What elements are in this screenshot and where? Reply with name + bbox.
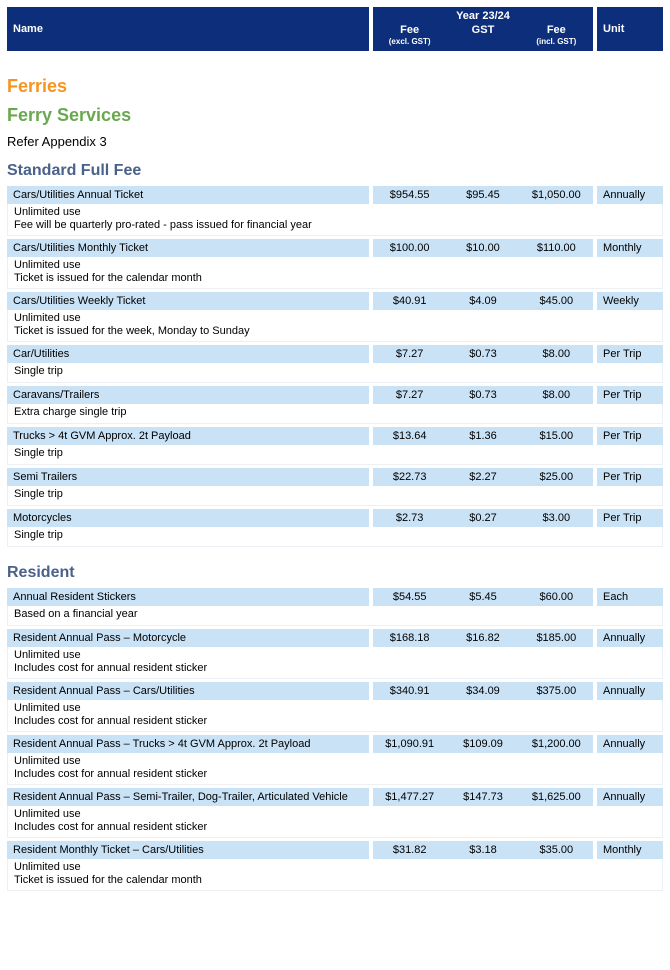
description-line: Unlimited use [14, 259, 81, 271]
fee-row [7, 735, 663, 753]
fee-excl-gst: $954.55 [373, 186, 446, 204]
fee-name: Trucks > 4t GVM Approx. 2t Payload [7, 427, 369, 445]
fee-unit: Per Trip [597, 427, 663, 445]
fee-excl-gst: $168.18 [373, 629, 446, 647]
fee-incl-gst: $1,200.00 [520, 735, 593, 753]
fee-name: Semi Trailers [7, 468, 369, 486]
description-line: Unlimited use [14, 206, 81, 218]
header-year-group [373, 7, 593, 51]
description-line: Unlimited use [14, 312, 81, 324]
fee-name: Motorcycles [7, 509, 369, 527]
fee-incl-gst: $15.00 [520, 427, 593, 445]
fee-name: Resident Annual Pass – Motorcycle [7, 629, 369, 647]
header-fee-label: Fee [400, 24, 420, 36]
appendix-note: Refer Appendix 3 [7, 134, 107, 149]
description-line: Based on a financial year [14, 608, 138, 620]
fee-description [7, 527, 663, 547]
fee-incl-gst: $8.00 [520, 386, 593, 404]
fee-excl-gst: $54.55 [373, 588, 446, 606]
fee-description [7, 486, 663, 506]
fee-unit: Annually [597, 735, 663, 753]
fee-description [7, 363, 663, 383]
header-gst [446, 24, 519, 47]
fee-name: Cars/Utilities Weekly Ticket [7, 292, 369, 310]
fee-unit: Per Trip [597, 468, 663, 486]
description-line: Single trip [14, 488, 63, 500]
header-year: Year 23/24 [456, 10, 510, 22]
gst-amount: $3.18 [446, 841, 519, 859]
description-line: Unlimited use [14, 702, 81, 714]
gst-amount: $4.09 [446, 292, 519, 310]
gst-amount: $10.00 [446, 239, 519, 257]
fee-excl-gst: $22.73 [373, 468, 446, 486]
category-title: Ferries [7, 76, 68, 96]
fee-excl-gst: $7.27 [373, 386, 446, 404]
fee-description [7, 700, 663, 732]
fee-name: Annual Resident Stickers [7, 588, 369, 606]
fee-incl-gst: $45.00 [520, 292, 593, 310]
fee-unit: Monthly [597, 239, 663, 257]
fee-excl-gst: $7.27 [373, 345, 446, 363]
header-unit: Unit [597, 7, 663, 51]
fee-description [7, 647, 663, 679]
fee-description [7, 257, 663, 289]
gst-amount: $95.45 [446, 186, 519, 204]
fee-description [7, 806, 663, 838]
fee-name: Resident Annual Pass – Cars/Utilities [7, 682, 369, 700]
fee-incl-gst: $3.00 [520, 509, 593, 527]
fee-description [7, 204, 663, 236]
fee-unit: Weekly [597, 292, 663, 310]
description-line: Includes cost for annual resident sticker [14, 821, 208, 833]
fee-description [7, 310, 663, 342]
fee-unit: Annually [597, 186, 663, 204]
section-title: Standard Full Fee [7, 162, 142, 179]
fee-row [7, 292, 663, 310]
gst-amount: $1.36 [446, 427, 519, 445]
fee-row [7, 682, 663, 700]
fee-name: Cars/Utilities Annual Ticket [7, 186, 369, 204]
description-line: Single trip [14, 529, 63, 541]
header-fee-excl [373, 24, 446, 47]
description-line: Includes cost for annual resident sticker [14, 768, 208, 780]
description-line: Includes cost for annual resident sticker [14, 662, 208, 674]
fee-excl-gst: $100.00 [373, 239, 446, 257]
fee-excl-gst: $340.91 [373, 682, 446, 700]
fee-description [7, 404, 663, 424]
fee-excl-gst: $2.73 [373, 509, 446, 527]
fee-incl-gst: $375.00 [520, 682, 593, 700]
description-line: Single trip [14, 447, 63, 459]
header-gst-label: GST [471, 24, 495, 36]
gst-amount: $0.73 [446, 386, 519, 404]
fee-name: Car/Utilities [7, 345, 369, 363]
fee-description [7, 606, 663, 626]
fee-excl-gst: $13.64 [373, 427, 446, 445]
fee-incl-gst: $185.00 [520, 629, 593, 647]
description-line: Single trip [14, 365, 63, 377]
gst-amount: $0.73 [446, 345, 519, 363]
subcategory-title: Ferry Services [7, 105, 132, 125]
fee-incl-gst: $25.00 [520, 468, 593, 486]
fee-row [7, 345, 663, 363]
fee-unit: Annually [597, 682, 663, 700]
fee-incl-gst: $8.00 [520, 345, 593, 363]
fee-name: Resident Annual Pass – Trucks > 4t GVM Approx. 2t Payload [7, 735, 369, 753]
description-line: Unlimited use [14, 649, 81, 661]
fee-row [7, 427, 663, 445]
fee-description [7, 859, 663, 891]
fee-unit: Per Trip [597, 509, 663, 527]
header-fee-excl-sub: (excl. GST) [388, 37, 431, 46]
gst-amount: $5.45 [446, 588, 519, 606]
fee-unit: Monthly [597, 841, 663, 859]
gst-amount: $2.27 [446, 468, 519, 486]
description-line: Extra charge single trip [14, 406, 127, 418]
header-fee-incl [520, 24, 593, 47]
section-title: Resident [7, 564, 75, 581]
sections-container [7, 159, 663, 891]
fee-row [7, 239, 663, 257]
table-header [7, 7, 663, 51]
fee-name: Resident Annual Pass – Semi-Trailer, Dog-Trailer, Articulated Vehicle [7, 788, 369, 806]
gst-amount: $147.73 [446, 788, 519, 806]
fee-row [7, 588, 663, 606]
fee-unit: Annually [597, 788, 663, 806]
description-line: Fee will be quarterly pro-rated - pass issued for financial year [14, 219, 312, 231]
gst-amount: $34.09 [446, 682, 519, 700]
fee-incl-gst: $1,625.00 [520, 788, 593, 806]
fee-description [7, 753, 663, 785]
fee-name: Cars/Utilities Monthly Ticket [7, 239, 369, 257]
fee-row [7, 468, 663, 486]
fee-name: Resident Monthly Ticket – Cars/Utilities [7, 841, 369, 859]
gst-amount: $0.27 [446, 509, 519, 527]
fee-unit: Annually [597, 629, 663, 647]
fee-excl-gst: $1,090.91 [373, 735, 446, 753]
fee-row [7, 629, 663, 647]
fee-unit: Per Trip [597, 345, 663, 363]
header-fee-incl-label: Fee [546, 24, 566, 36]
description-line: Includes cost for annual resident sticker [14, 715, 208, 727]
description-line: Ticket is issued for the week, Monday to Sunday [14, 325, 250, 337]
header-name: Name [7, 7, 369, 51]
fee-row [7, 186, 663, 204]
gst-amount: $16.82 [446, 629, 519, 647]
description-line: Unlimited use [14, 755, 81, 767]
description-line: Unlimited use [14, 861, 81, 873]
fee-excl-gst: $1,477.27 [373, 788, 446, 806]
header-fee-incl-sub: (incl. GST) [536, 37, 577, 46]
fee-name: Caravans/Trailers [7, 386, 369, 404]
fee-row [7, 841, 663, 859]
description-line: Ticket is issued for the calendar month [14, 272, 202, 284]
fee-unit: Each [597, 588, 663, 606]
fee-row [7, 509, 663, 527]
fee-row [7, 386, 663, 404]
fee-incl-gst: $1,050.00 [520, 186, 593, 204]
fee-row [7, 788, 663, 806]
fee-excl-gst: $31.82 [373, 841, 446, 859]
fee-unit: Per Trip [597, 386, 663, 404]
description-line: Unlimited use [14, 808, 81, 820]
fee-incl-gst: $110.00 [520, 239, 593, 257]
description-line: Ticket is issued for the calendar month [14, 874, 202, 886]
fee-description [7, 445, 663, 465]
fee-incl-gst: $60.00 [520, 588, 593, 606]
fee-incl-gst: $35.00 [520, 841, 593, 859]
gst-amount: $109.09 [446, 735, 519, 753]
fee-excl-gst: $40.91 [373, 292, 446, 310]
fee-schedule-page [7, 7, 663, 891]
